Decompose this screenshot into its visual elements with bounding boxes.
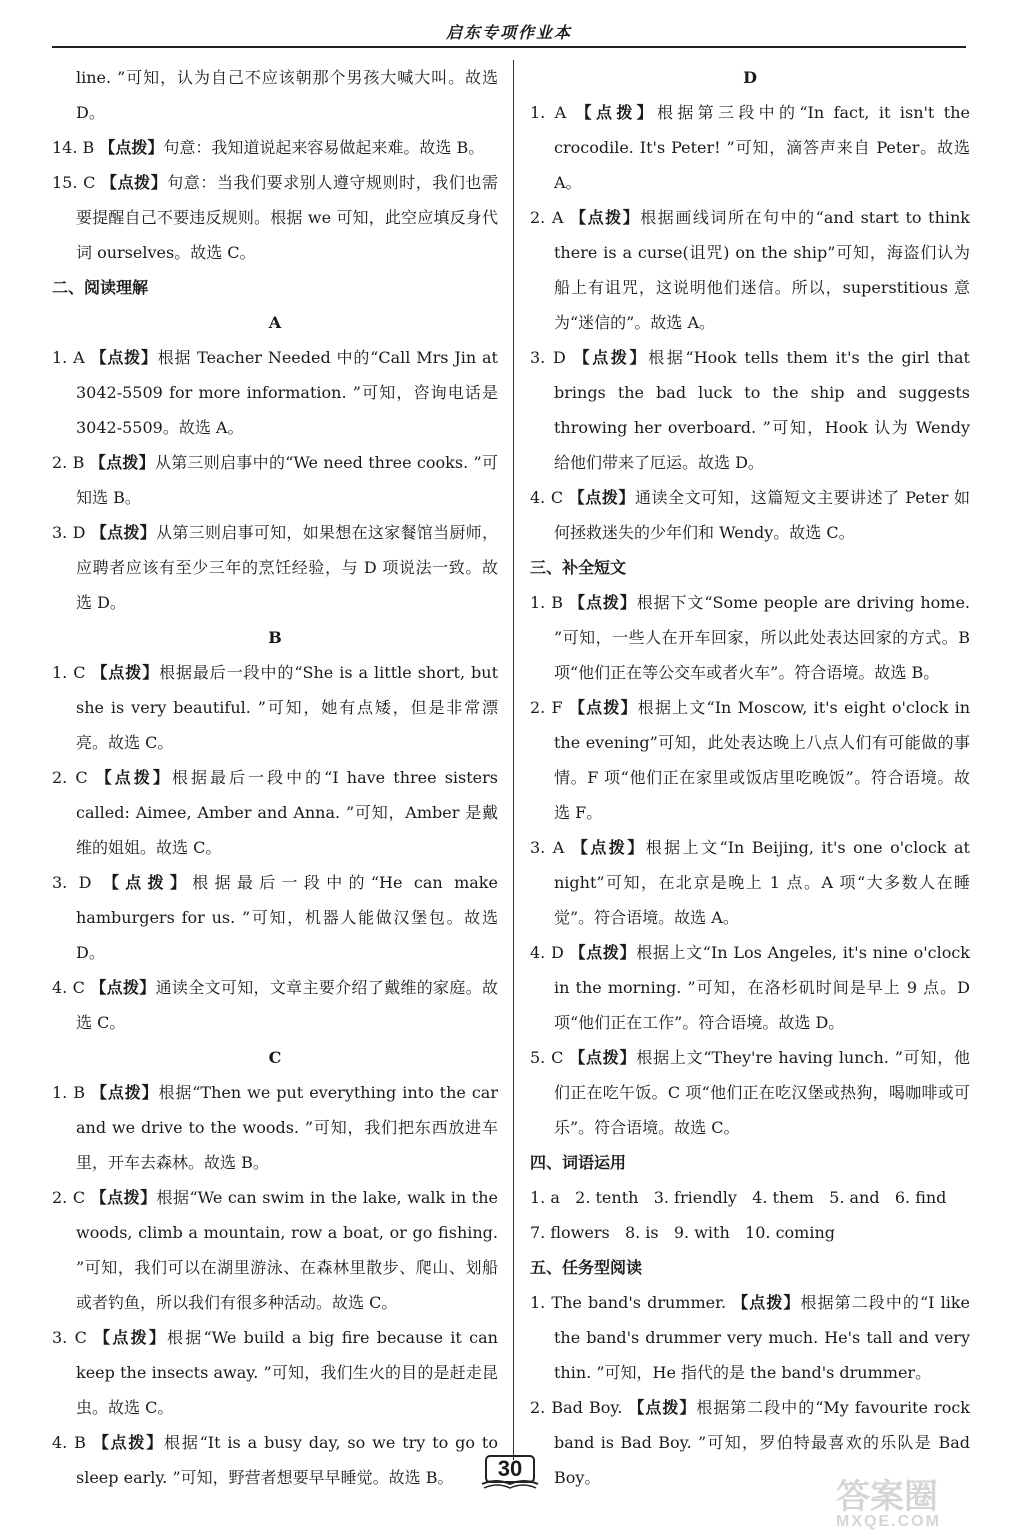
answer-number: 5. C	[530, 1048, 564, 1067]
answer-item	[52, 515, 498, 620]
explanation-text: 根据“Hook tells them it's the girl that brings the bad luck to the ship and suggests throwing her overboard. ”可知，Hook 认为 Wendy 给他们带来了厄运。故选 D。	[554, 348, 970, 472]
hint-tag: 【点拨】	[569, 943, 637, 962]
answer-item	[52, 760, 498, 865]
passage-label: D	[743, 68, 757, 87]
answer-number: 15. C	[52, 173, 96, 192]
answer-number: 2. B	[52, 453, 85, 472]
answer-item	[530, 200, 970, 340]
explanation-text: 根据最后一段中的“She is a little short, but she is very beautiful. ”可知，她有点矮，但是非常漂亮。故选 C。	[76, 663, 498, 752]
answer-item	[530, 95, 970, 200]
answer-item	[52, 340, 498, 445]
hint-tag: 【点拨】	[90, 1188, 157, 1207]
hint-tag: 【点拨】	[575, 103, 658, 122]
explanation-text: 根据最后一段中的“He can make hamburgers for us. ”可知，机器人能做汉堡包。故选 D。	[76, 873, 498, 962]
answer-number: 3. D	[52, 873, 92, 892]
site-watermark	[836, 1480, 996, 1530]
answer-number: 1. The band's drummer.	[530, 1293, 727, 1312]
answer-number: 4. D	[530, 943, 564, 962]
explanation-text: 句意：当我们要求别人遵守规则时，我们也需要提醒自己不要违反规则。根据 we 可知，此空应填反身代词 ourselves。故选 C。	[76, 173, 498, 262]
section-heading: 二、阅读理解	[52, 278, 149, 297]
running-header	[52, 18, 966, 48]
answer-item	[52, 970, 498, 1040]
explanation-text: 根据第三段中的“In fact, it isn't the crocodile. It's Peter! ”可知，滴答声来自 Peter。故选 A。	[554, 103, 970, 192]
hint-tag: 【点拨】	[95, 768, 172, 787]
answer-number: 1. A	[52, 348, 85, 367]
page-number: 30	[497, 1456, 523, 1481]
explanation-text: 根据画线词所在句中的“and start to think there is a curse(诅咒) on the ship”可知，海盗们认为船上有诅咒，这说明他们迷信。所以，superstitious 意为“迷信的”。故选 A。	[554, 208, 970, 332]
answer-number: 2. Bad Boy.	[530, 1398, 623, 1417]
section-heading: 三、补全短文	[530, 558, 627, 577]
hint-tag: 【点拨】	[569, 593, 637, 612]
answer-item	[52, 655, 498, 760]
explanation-text: 根据上文“In Beijing, it's one o'clock at night”可知，在北京是晚上 1 点。A 项“大多数人在睡觉”。符合语境。故选 A。	[554, 838, 970, 927]
right-column	[530, 60, 970, 1495]
answer-number: 1. B	[530, 593, 564, 612]
answer-number: 3. D	[52, 523, 86, 542]
left-column	[52, 60, 498, 1495]
answer-item	[52, 1075, 498, 1180]
watermark-main: 答案圈	[836, 1478, 938, 1516]
hint-tag: 【点拨】	[573, 348, 649, 367]
word-answers-line: 7. flowers 8. is 9. with 10. coming	[530, 1223, 835, 1242]
explanation-text: 根据上文“They're having lunch. ”可知，他们正在吃午饭。C 项“他们正在吃汉堡或热狗，喝咖啡或可乐”。符合语境。故选 C。	[554, 1048, 970, 1137]
word-answers-line: 1. a 2. tenth 3. friendly 4. them 5. and 6. find	[530, 1188, 947, 1207]
explanation-text: 根据“We can swim in the lake, walk in the woods, climb a mountain, row a boat, or go fishing. ”可知，我们可以在湖里游泳、在森林里散步、爬山、划船或者钓鱼，所以我们有很多种活动。故选 C。	[76, 1188, 498, 1312]
answer-number: 14. B	[52, 138, 95, 157]
hint-tag: 【点拨】	[90, 1083, 159, 1102]
hint-tag: 【点拨】	[568, 698, 638, 717]
answer-number: 1. B	[52, 1083, 85, 1102]
answer-item	[52, 130, 498, 165]
answer-item	[530, 935, 970, 1040]
explanation-text: line. ”可知，认为自己不应该朝那个男孩大喊大叫。故选 D。	[76, 68, 498, 122]
explanation-text: 根据 Teacher Needed 中的“Call Mrs Jin at 3042-5509 for more information. ”可知，咨询电话是 3042-5509。故选 A。	[76, 348, 498, 437]
hint-tag: 【点拨】	[102, 873, 193, 892]
hint-tag: 【点拨】	[732, 1293, 801, 1312]
explanation-text: 根据最后一段中的“I have three sisters called: Aimee, Amber and Anna. ”可知，Amber 是戴维的姐姐。故选 C。	[76, 768, 498, 857]
answer-number: 2. C	[52, 1188, 86, 1207]
answer-number: 4. C	[52, 978, 85, 997]
watermark-sub: MXQE.COM	[836, 1513, 941, 1530]
answer-item	[530, 690, 970, 830]
hint-tag: 【点拨】	[628, 1398, 697, 1417]
explanation-text: 根据“We build a big fire because it can keep the insects away. ”可知，我们生火的目的是赶走昆虫。故选 C。	[76, 1328, 498, 1417]
explanation-text: 根据上文“In Los Angeles, it's nine o'clock in the morning. ”可知，在洛杉矶时间是早上 9 点。D 项“他们正在工作”。符合语境。故选 D。	[554, 943, 970, 1032]
answer-number: 2. F	[530, 698, 563, 717]
answer-number: 3. A	[530, 838, 565, 857]
explanation-text: 根据上文“In Moscow, it's eight o'clock in the evening”可知，此处表达晚上八点人们有可能做的事情。F 项“他们正在家里或饭店里吃晚饭”。符合语境。故选 F。	[554, 698, 970, 822]
hint-tag: 【点拨】	[94, 1328, 168, 1347]
explanation-text: 根据“It is a busy day, so we try to go to sleep early. ”可知，野营者想要早早睡觉。故选 B。	[76, 1433, 498, 1487]
hint-tag: 【点拨】	[570, 208, 641, 227]
hint-tag: 【点拨】	[99, 138, 164, 157]
explanation-text: 句意：我知道说起来容易做起来难。故选 B。	[163, 138, 485, 157]
hint-tag: 【点拨】	[568, 488, 635, 507]
header-title: 启东专项作业本	[445, 23, 572, 42]
answer-item	[530, 340, 970, 480]
hint-tag: 【点拨】	[571, 838, 646, 857]
passage-label: A	[268, 313, 282, 332]
hint-tag: 【点拨】	[569, 1048, 637, 1067]
answer-number: 2. A	[530, 208, 564, 227]
explanation-text: 根据第二段中的“My favourite rock band is Bad Boy. ”可知，罗伯特最喜欢的乐队是 Bad Boy。	[554, 1398, 970, 1487]
hint-tag: 【点拨】	[101, 173, 168, 192]
answer-item	[530, 830, 970, 935]
answer-number: 4. B	[52, 1433, 86, 1452]
answer-item	[530, 585, 970, 690]
hint-tag: 【点拨】	[90, 348, 158, 367]
answer-number: 1. A	[530, 103, 567, 122]
hint-tag: 【点拨】	[91, 663, 160, 682]
answer-item	[52, 1180, 498, 1320]
answer-number: 1. C	[52, 663, 86, 682]
answer-item	[52, 1320, 498, 1425]
passage-label: B	[268, 628, 282, 647]
answer-item	[530, 480, 970, 550]
answer-number: 2. C	[52, 768, 88, 787]
page-number-badge	[480, 1454, 540, 1490]
answer-number: 3. C	[52, 1328, 87, 1347]
section-heading: 四、词语运用	[530, 1153, 627, 1172]
passage-label: C	[268, 1048, 282, 1067]
explanation-text: 从第三则启事中的“We need three cooks. ”可知选 B。	[76, 453, 498, 507]
answer-number: 3. D	[530, 348, 566, 367]
answer-item	[52, 865, 498, 970]
answer-item	[52, 445, 498, 515]
explanation-text: 根据第二段中的“I like the band's drummer very much. He's tall and very thin. ”可知，He 指代的是 the band's drummer。	[554, 1293, 970, 1382]
explanation-text: 通读全文可知，文章主要介绍了戴维的家庭。故选 C。	[76, 978, 498, 1032]
section-heading: 五、任务型阅读	[530, 1258, 643, 1277]
answer-item	[52, 1425, 498, 1495]
hint-tag: 【点拨】	[89, 453, 155, 472]
answer-number: 4. C	[530, 488, 564, 507]
answer-item	[530, 1040, 970, 1145]
explanation-text: 从第三则启事可知，如果想在这家餐馆当厨师，应聘者应该有至少三年的烹饪经验，与 D 项说法一致。故选 D。	[76, 523, 498, 612]
answer-item	[52, 60, 498, 130]
hint-tag: 【点拨】	[90, 978, 156, 997]
hint-tag: 【点拨】	[92, 1433, 165, 1452]
hint-tag: 【点拨】	[90, 523, 157, 542]
explanation-text: 根据下文“Some people are driving home. ”可知，一些人在开车回家，所以此处表达回家的方式。B 项“他们正在等公交车或者火车”。符合语境。故选 B。	[554, 593, 971, 682]
answer-item	[52, 165, 498, 270]
column-divider	[513, 60, 514, 1460]
explanation-text: 根据“Then we put everything into the car and we drive to the woods. ”可知，我们把东西放进车里，开车去森林。故选 B。	[76, 1083, 498, 1172]
explanation-text: 通读全文可知，这篇短文主要讲述了 Peter 如何拯救迷失的少年们和 Wendy。故选 C。	[554, 488, 970, 542]
answer-item	[530, 1285, 970, 1390]
